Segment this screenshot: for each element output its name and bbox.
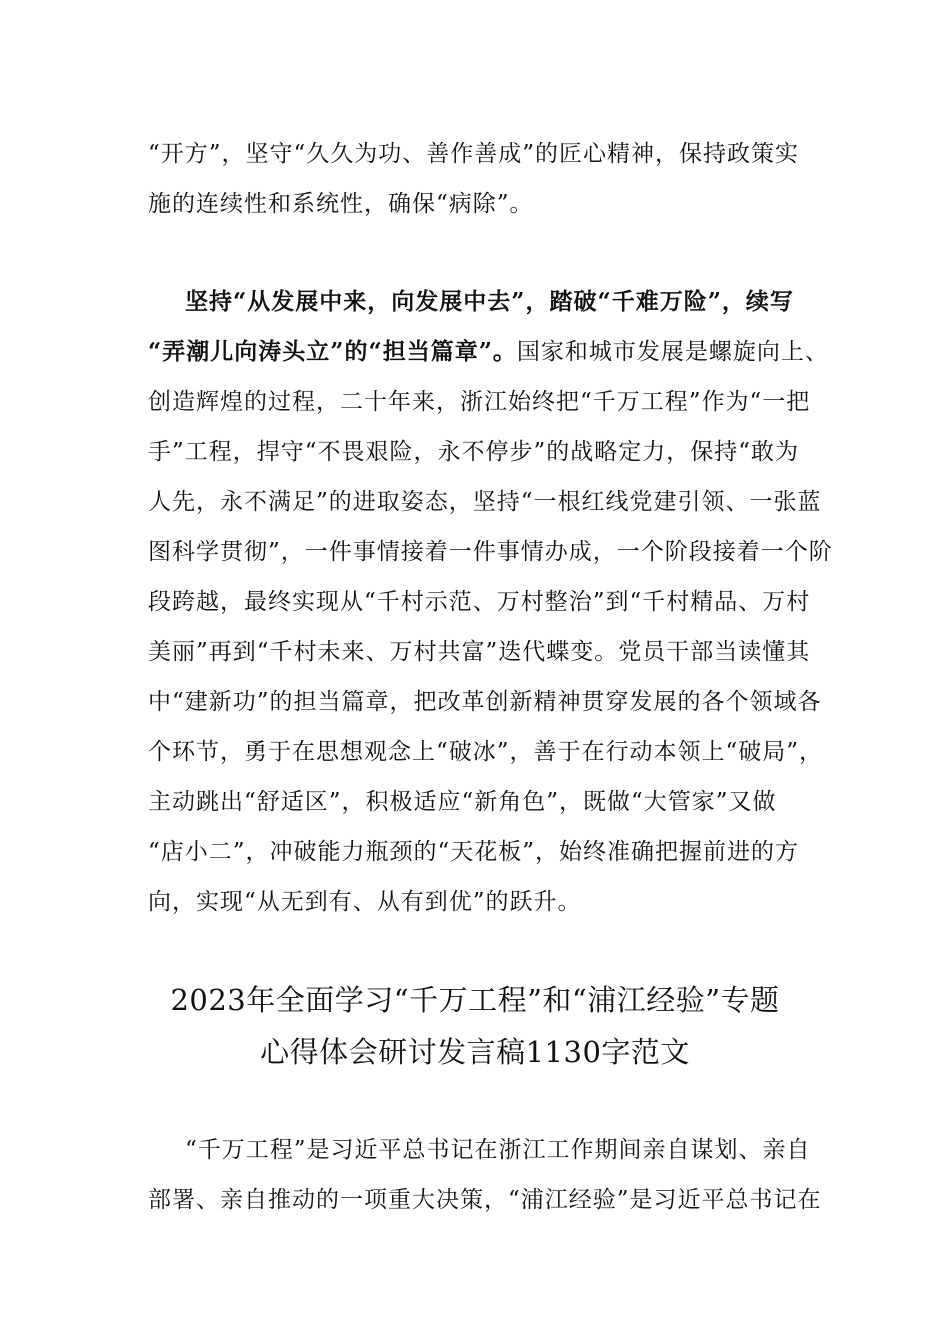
paragraph-1-line-1: “开方”，坚守“久久为功、善作善成”的匠心精神，保持政策实 — [148, 141, 800, 167]
paragraph-2-line-13: 向，实现“从无到有、从有到优”的跃升。 — [148, 889, 582, 915]
section-title-line-2: 心得体会研讨发言稿1130字范文 — [260, 1035, 690, 1069]
paragraph-2-line-5: 人先，永不满足”的进取姿态，坚持“一根红线党建引领、一张蓝 — [148, 489, 822, 515]
paragraph-2-line-12: “店小二”，冲破能力瓶颈的“天花板”，始终准确把握前进的方 — [148, 839, 800, 865]
paragraph-3-line-2: 部署、亲自推动的一项重大决策，“浦江经验”是习近平总书记在 — [148, 1187, 822, 1213]
paragraph-2-line-2 — [148, 336, 838, 368]
paragraph-2-line-9: 中“建新功”的担当篇章，把改革创新精神贯穿发展的各个领域各 — [148, 689, 822, 715]
paragraph-1-line-2: 施的连续性和系统性，确保“病除”。 — [148, 191, 534, 217]
paragraph-2-line-6: 图科学贯彻”，一件事情接着一件事情办成，一个阶段接着一个阶 — [148, 539, 833, 565]
paragraph-2-line-10: 个环节，勇于在思想观念上“破冰”，善于在行动本领上“破局”， — [148, 739, 824, 765]
paragraph-2-lead-line-1: 坚持“从发展中来，向发展中去”，踏破“千难万险”，续写 — [185, 288, 794, 315]
paragraph-2-line-11: 主动跳出“舒适区”，积极适应“新角色”，既做“大管家”又做 — [148, 789, 777, 815]
paragraph-2-line-4: 手”工程，捍守“不畏艰险，永不停步”的战略定力，保持“敢为 — [148, 439, 800, 465]
paragraph-2-line-8: 美丽”再到“千村未来、万村共富”迭代蝶变。党员干部当读懂其 — [148, 639, 811, 665]
paragraph-3-line-1: “千万工程”是习近平总书记在浙江工作期间亲自谋划、亲自 — [185, 1137, 811, 1163]
paragraph-2-lead-line-2: “弄潮儿向涛头立”的“担当篇章”。 — [148, 338, 517, 365]
paragraph-2-line-2-rest: 国家和城市发展是螺旋向上、 — [516, 339, 829, 365]
section-title-line-1: 2023年全面学习“千万工程”和“浦江经验”专题 — [170, 983, 780, 1017]
paragraph-2-line-7: 段跨越，最终实现从“千村示范、万村整治”到“千村精品、万村 — [148, 589, 811, 615]
paragraph-2-line-3: 创造辉煌的过程，二十年来，浙江始终把“千万工程”作为“一把 — [148, 389, 811, 415]
